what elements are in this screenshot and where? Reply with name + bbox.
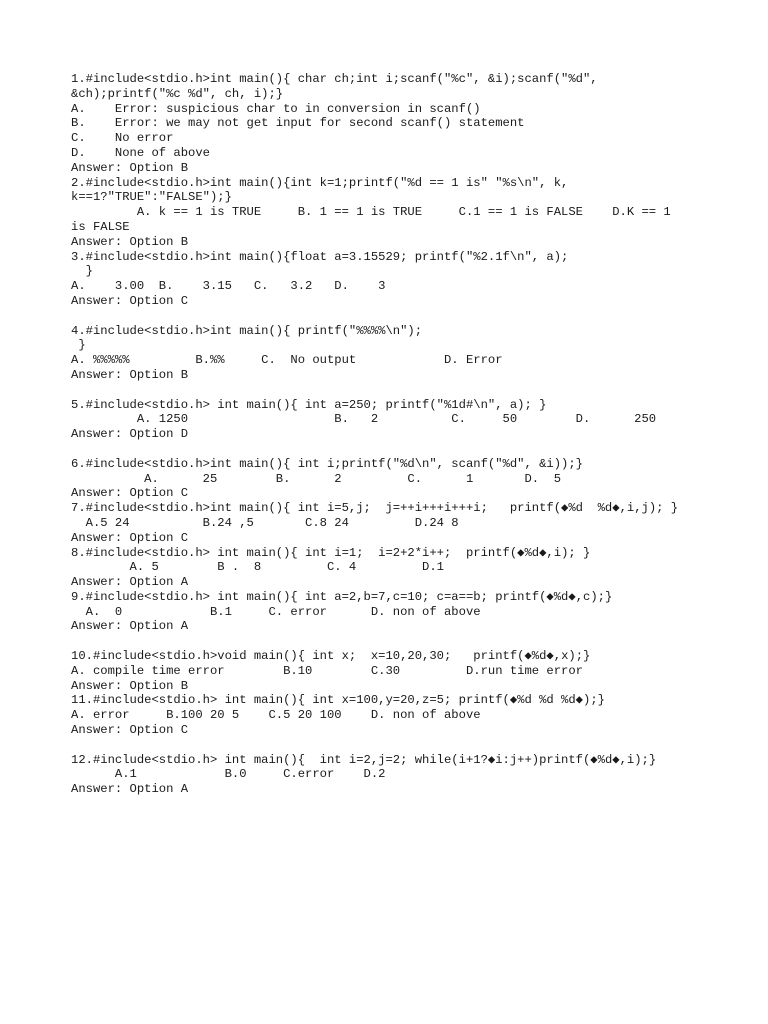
text-line: Answer: Option A bbox=[71, 619, 189, 634]
text-line: 10.#include<stdio.h>void main(){ int x; x=10,20,30; printf(◆%d◆,x);} bbox=[71, 649, 591, 664]
text-line: 5.#include<stdio.h> int main(){ int a=250; printf("%1d#\n", a); } bbox=[71, 397, 547, 412]
text-line: Answer: Option B bbox=[71, 234, 189, 249]
blank-line bbox=[71, 309, 731, 324]
text-line: 8.#include<stdio.h> int main(){ int i=1; i=2+2*i++; printf(◆%d◆,i); } bbox=[71, 545, 591, 560]
text-line: } bbox=[71, 264, 93, 279]
text-line: Answer: Option B bbox=[71, 367, 189, 382]
text-line: 11.#include<stdio.h> int main(){ int x=100,y=20,z=5; printf(◆%d %d %d◆);} bbox=[71, 693, 605, 708]
document-body bbox=[71, 72, 731, 797]
text-line: A. compile time error B.10 C.30 D.run time error bbox=[71, 663, 583, 678]
text-line: 9.#include<stdio.h> int main(){ int a=2,b=7,c=10; c=a==b; printf(◆%d◆,c);} bbox=[71, 589, 613, 604]
text-line: is FALSE bbox=[71, 219, 130, 234]
text-line: Answer: Option A bbox=[71, 575, 189, 590]
text-line: 1.#include<stdio.h>int main(){ char ch;int i;scanf("%c", &i);scanf("%d", bbox=[71, 72, 598, 86]
text-line: D. None of above bbox=[71, 145, 210, 160]
text-line: B. Error: we may not get input for second scanf() statement bbox=[71, 116, 525, 131]
text-line: A.5 24 B.24 ,5 C.8 24 D.24 8 bbox=[71, 515, 459, 530]
text-line: Answer: Option C bbox=[71, 293, 189, 308]
text-line: 3.#include<stdio.h>int main(){float a=3.15529; printf("%2.1f\n", a); bbox=[71, 249, 569, 264]
text-line: Answer: Option B bbox=[71, 678, 189, 693]
text-line: Answer: Option B bbox=[71, 160, 189, 175]
text-line: 7.#include<stdio.h>int main(){ int i=5,j; j=++i+++i+++i; printf(◆%d %d◆,i,j); } bbox=[71, 501, 679, 516]
text-line: 6.#include<stdio.h>int main(){ int i;printf("%d\n", scanf("%d", &i));} bbox=[71, 456, 583, 471]
text-line: A.1 B.0 C.error D.2 bbox=[71, 767, 386, 782]
text-line: A. 5 B . 8 C. 4 D.1 bbox=[71, 560, 444, 575]
text-line: A. error B.100 20 5 C.5 20 100 D. non of above bbox=[71, 708, 481, 723]
text-line: A. 1250 B. 2 C. 50 D. 250 bbox=[71, 412, 657, 427]
text-line: &ch);printf("%c %d", ch, i);} bbox=[71, 86, 284, 101]
text-line: A. 3.00 B. 3.15 C. 3.2 D. 3 bbox=[71, 279, 386, 294]
text-line: 4.#include<stdio.h>int main(){ printf("%%%%\n"); bbox=[71, 323, 423, 338]
blank-line bbox=[71, 738, 731, 753]
text-line: k==1?"TRUE":"FALSE");} bbox=[71, 190, 232, 205]
blank-line bbox=[71, 634, 731, 649]
blank-line bbox=[71, 442, 731, 457]
text-line: Answer: Option C bbox=[71, 530, 189, 545]
text-line: Answer: Option D bbox=[71, 427, 189, 442]
text-line: A. %%%%% B.%% C. No output D. Error bbox=[71, 353, 503, 368]
text-line: A. 25 B. 2 C. 1 D. 5 bbox=[71, 471, 562, 486]
text-line: C. No error bbox=[71, 131, 174, 146]
text-line: A. Error: suspicious char to in conversion in scanf() bbox=[71, 101, 481, 116]
text-line: A. 0 B.1 C. error D. non of above bbox=[71, 604, 481, 619]
text-line: A. k == 1 is TRUE B. 1 == 1 is TRUE C.1 == 1 is FALSE D.K == 1 bbox=[71, 205, 671, 220]
text-line: Answer: Option C bbox=[71, 723, 189, 738]
text-line: 2.#include<stdio.h>int main(){int k=1;printf("%d == 1 is" "%s\n", k, bbox=[71, 175, 569, 190]
text-line: 12.#include<stdio.h> int main(){ int i=2,j=2; while(i+1?◆i:j++)printf(◆%d◆,i);} bbox=[71, 752, 657, 767]
text-line: Answer: Option C bbox=[71, 486, 189, 501]
text-line: Answer: Option A bbox=[71, 782, 189, 797]
blank-line bbox=[71, 383, 731, 398]
text-line: } bbox=[71, 338, 86, 353]
